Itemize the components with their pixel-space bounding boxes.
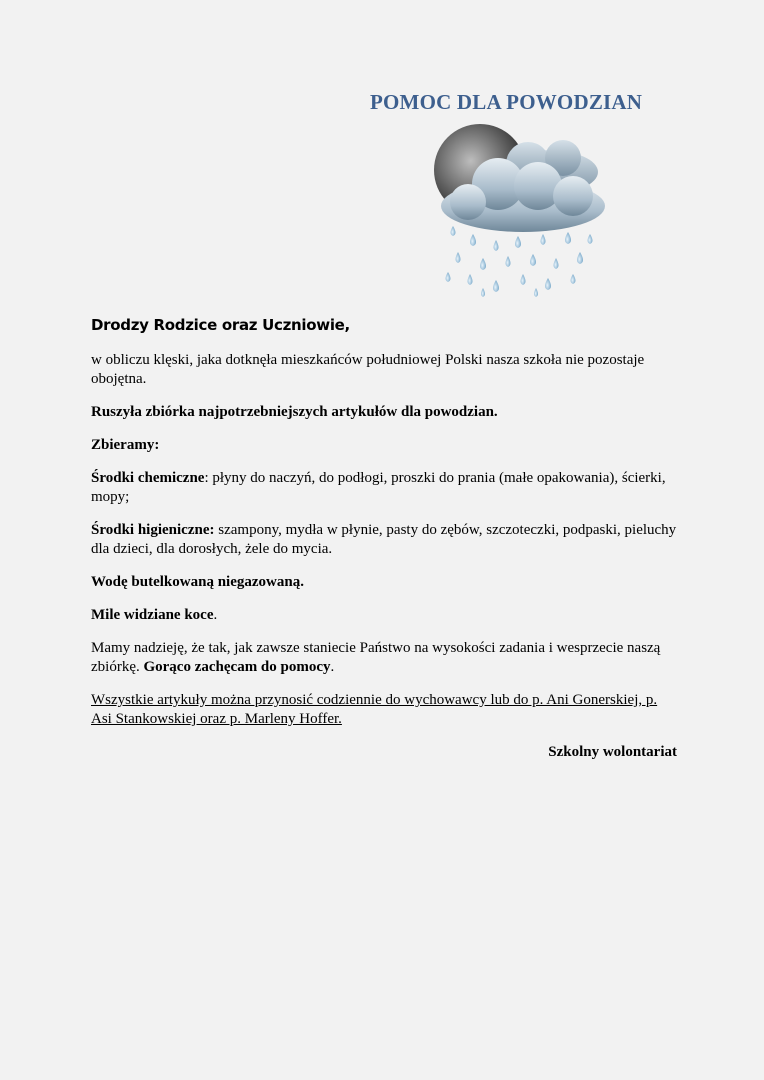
announcement: Ruszyła zbiórka najpotrzebniejszych artykułów dla powodzian.	[91, 404, 498, 420]
greeting: Drodzy Rodzice oraz Uczniowie,	[91, 316, 350, 334]
raindrops	[446, 226, 593, 297]
hope-paragraph	[91, 639, 677, 677]
blankets-end: .	[213, 607, 218, 623]
page-title: POMOC DLA POWODZIAN	[370, 90, 643, 114]
letter-body	[91, 316, 677, 762]
moon-cloud-rain-icon	[428, 124, 614, 300]
item-hygiene	[91, 521, 677, 559]
item-text: szampony, mydła w płynie, pasty do zębów, szczoteczki, podpaski, pieluchy dla dzieci, dla dorosłych, żele do mycia.	[91, 522, 677, 557]
item-label: Środki higieniczne:	[91, 522, 215, 538]
item-label: Środki chemiczne	[91, 470, 205, 486]
dropoff-info: Wszystkie artykuły można przynosić codziennie do wychowawcy lub do p. Ani Gonerskiej, p. Asi Stankowskiej oraz p. Marleny Hoffer.	[91, 692, 658, 727]
hope-bold: Gorąco zachęcam do pomocy	[143, 659, 331, 675]
blankets-bold: Mile widziane koce	[91, 607, 214, 623]
water-item: Wodę butelkowaną niegazowaną.	[91, 574, 304, 590]
signature: Szkolny wolontariat	[548, 744, 677, 760]
collecting-heading: Zbieramy:	[91, 437, 160, 453]
blankets-item	[91, 606, 677, 625]
item-chemical	[91, 469, 677, 507]
item-text: : płyny do naczyń, do podłogi, proszki do prania (małe opakowania), ścierki, mopy;	[91, 470, 666, 505]
hope-end: .	[330, 659, 335, 675]
hope-text: Mamy nadzieję, że tak, jak zawsze staniecie Państwo na wysokości zadania i wesprzecie naszą zbiórkę.	[91, 640, 661, 675]
intro-paragraph: w obliczu klęski, jaka dotknęła mieszkańców południowej Polski nasza szkoła nie pozostaje obojętna.	[91, 352, 645, 387]
